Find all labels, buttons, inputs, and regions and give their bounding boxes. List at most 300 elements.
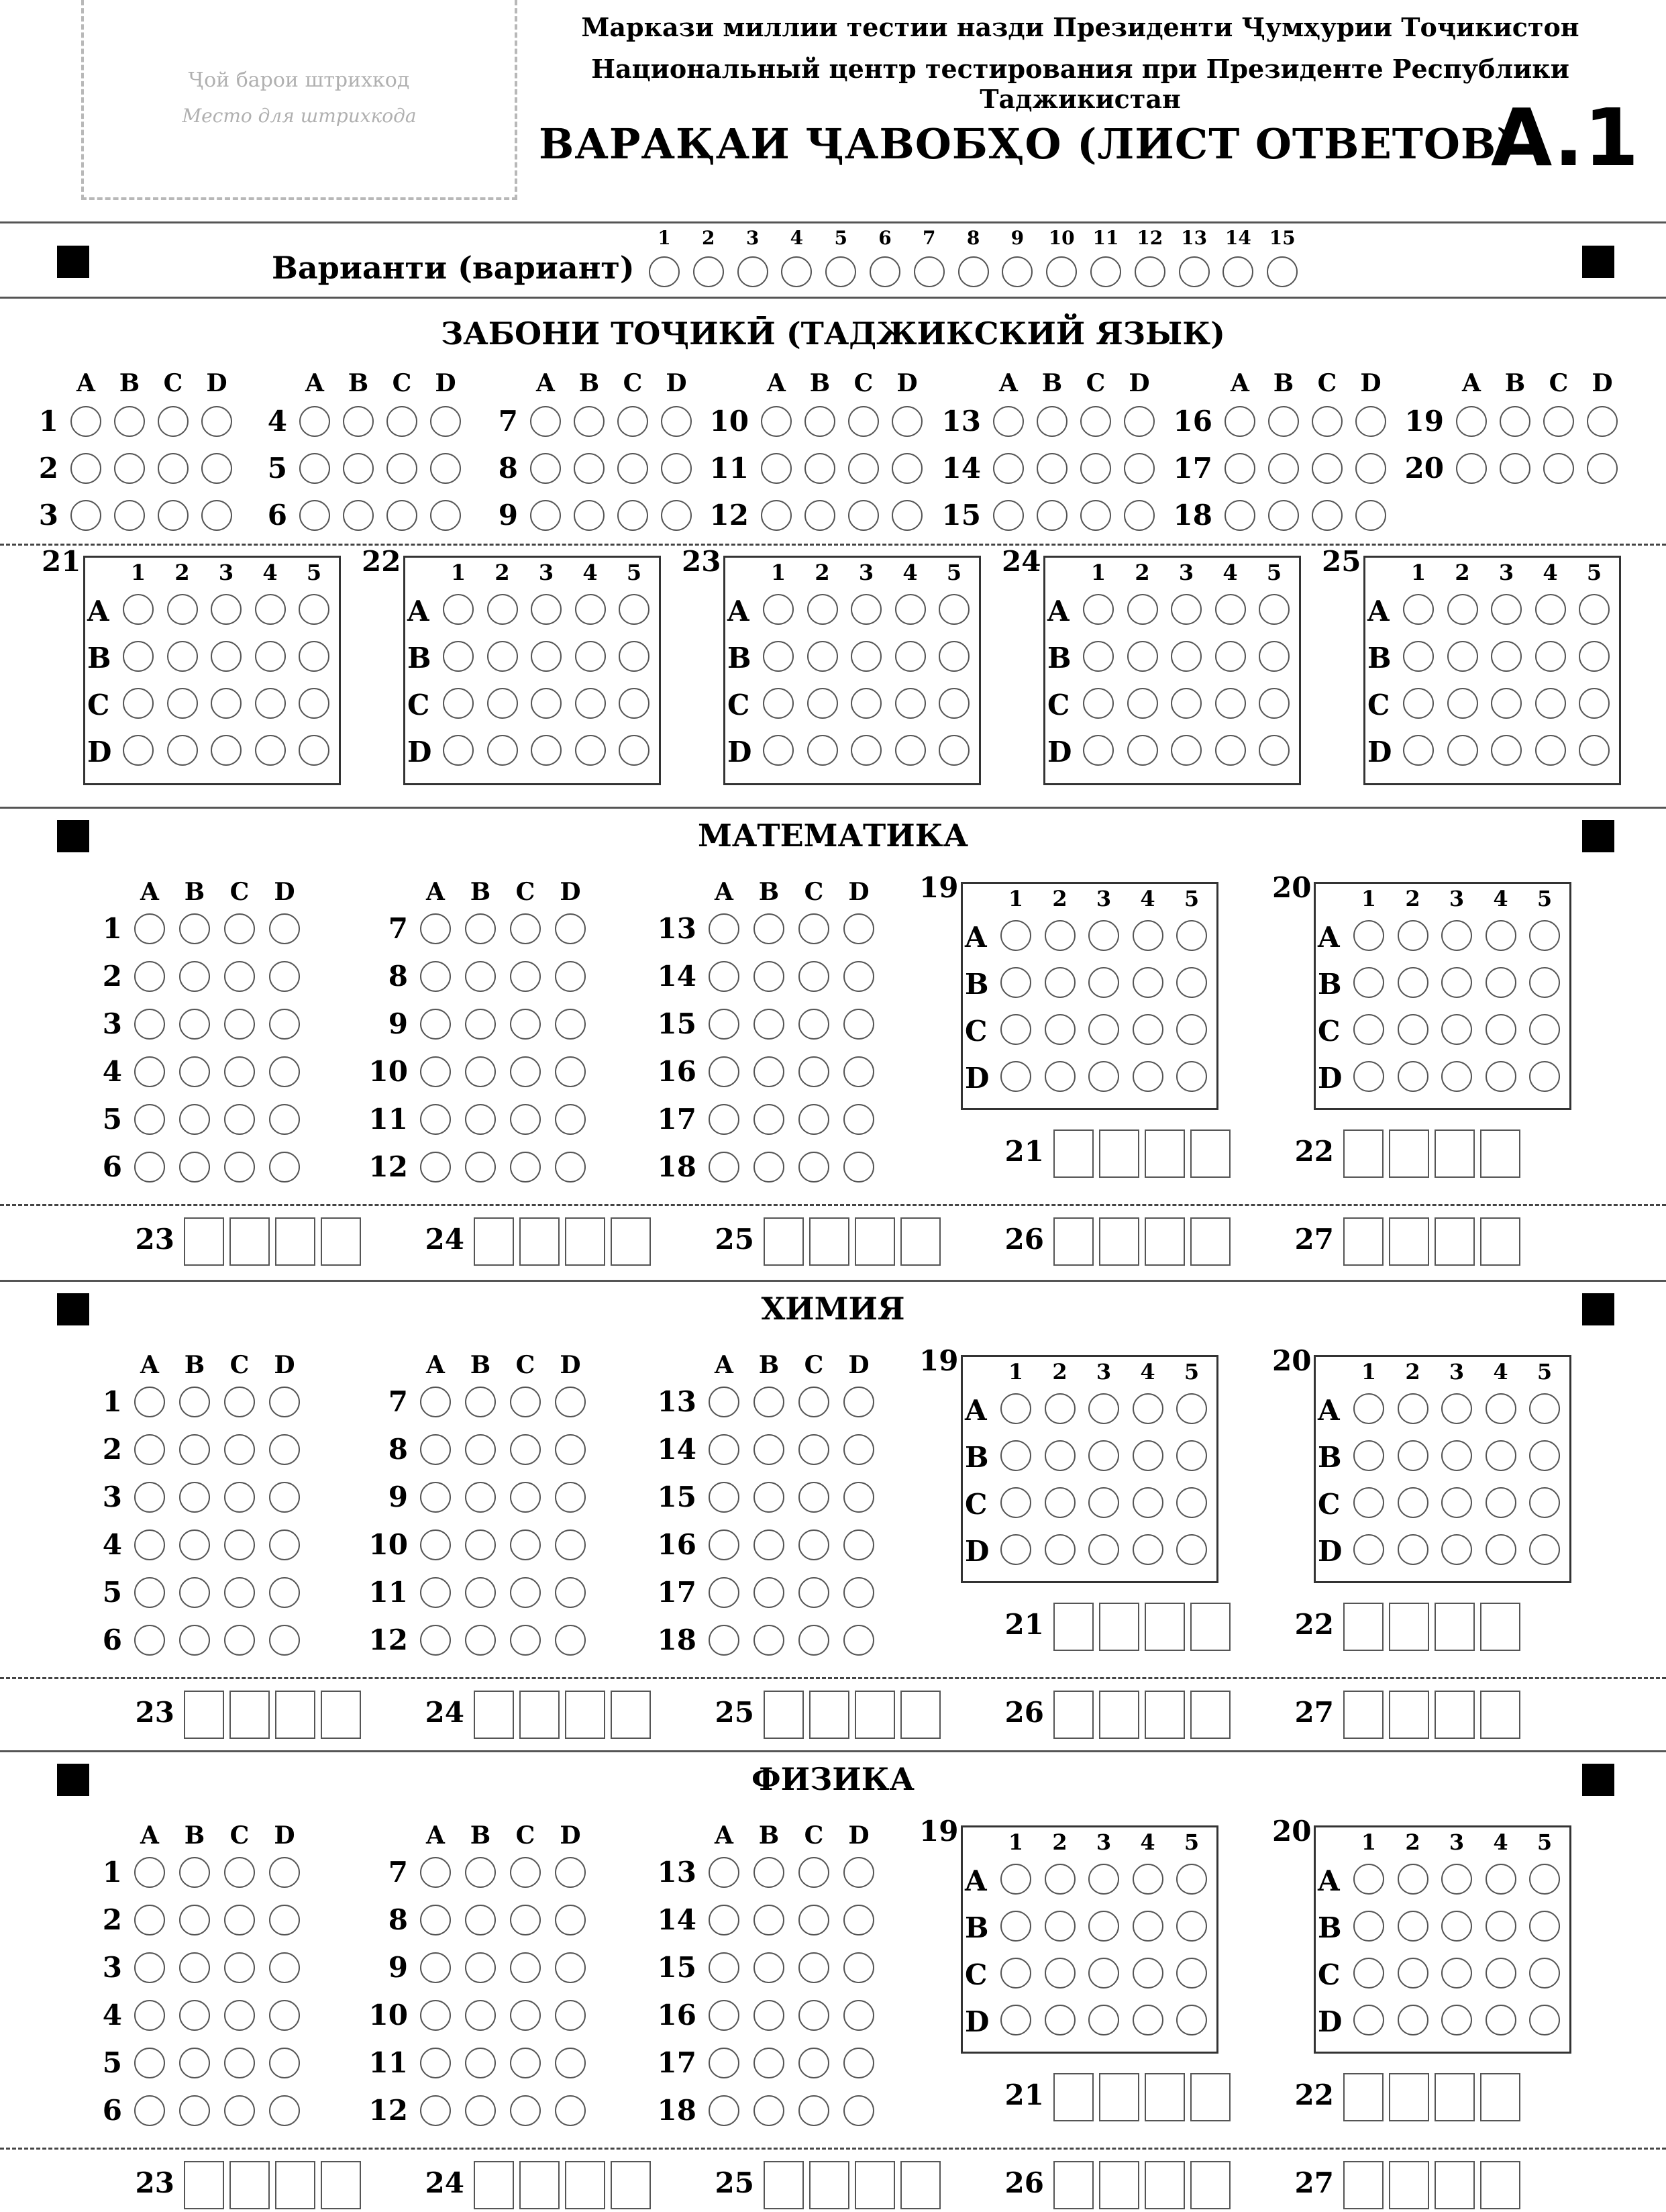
math-short-answer-cell[interactable] <box>1389 1217 1429 1266</box>
math-match-bubble[interactable] <box>1133 1061 1163 1092</box>
math-short-answer-cell[interactable] <box>855 1217 895 1266</box>
phys-match-bubble[interactable] <box>1088 1911 1119 1942</box>
tajik-answer-bubble[interactable] <box>1037 406 1068 437</box>
phys-match-bubble[interactable] <box>1398 1911 1428 1942</box>
math-match-bubble[interactable] <box>1398 1014 1428 1045</box>
phys-match-bubble[interactable] <box>1529 2005 1560 2035</box>
math-answer-bubble[interactable] <box>555 961 586 992</box>
tajik-match-bubble[interactable] <box>167 735 198 766</box>
phys-answer-bubble[interactable] <box>709 1952 739 1983</box>
tajik-answer-bubble[interactable] <box>386 453 417 484</box>
chem-match-bubble[interactable] <box>1000 1440 1031 1471</box>
phys-match-bubble[interactable] <box>1088 1958 1119 1989</box>
chem-answer-bubble[interactable] <box>179 1625 210 1656</box>
math-match-bubble[interactable] <box>1353 1014 1384 1045</box>
phys-answer-bubble[interactable] <box>843 2095 874 2126</box>
chem-match-bubble[interactable] <box>1353 1440 1384 1471</box>
math-short-answer-cell[interactable] <box>1190 1217 1231 1266</box>
chem-short-answer-cell[interactable] <box>611 1691 651 1739</box>
tajik-answer-bubble[interactable] <box>993 453 1024 484</box>
tajik-match-bubble[interactable] <box>1083 594 1114 625</box>
math-answer-bubble[interactable] <box>753 1056 784 1087</box>
math-answer-bubble[interactable] <box>843 1104 874 1135</box>
phys-match-bubble[interactable] <box>1045 2005 1076 2035</box>
math-answer-bubble[interactable] <box>179 913 210 944</box>
tajik-answer-bubble[interactable] <box>1037 500 1068 531</box>
variant-bubble[interactable] <box>1267 256 1298 287</box>
variant-bubble[interactable] <box>1046 256 1077 287</box>
math-match-bubble[interactable] <box>1176 967 1207 998</box>
phys-answer-bubble[interactable] <box>179 1952 210 1983</box>
tajik-answer-bubble[interactable] <box>661 406 692 437</box>
math-answer-bubble[interactable] <box>798 1056 829 1087</box>
tajik-match-bubble[interactable] <box>1403 641 1434 672</box>
chem-answer-bubble[interactable] <box>555 1625 586 1656</box>
tajik-match-bubble[interactable] <box>763 688 794 719</box>
chem-answer-bubble[interactable] <box>555 1482 586 1513</box>
tajik-match-bubble[interactable] <box>1083 641 1114 672</box>
math-answer-bubble[interactable] <box>420 1009 451 1040</box>
chem-answer-bubble[interactable] <box>134 1387 165 1417</box>
math-short-answer-cell[interactable] <box>321 1217 361 1266</box>
phys-answer-bubble[interactable] <box>510 2000 541 2031</box>
phys-answer-bubble[interactable] <box>753 2048 784 2078</box>
chem-answer-bubble[interactable] <box>753 1625 784 1656</box>
chem-answer-bubble[interactable] <box>134 1529 165 1560</box>
phys-short-answer-cell[interactable] <box>1099 2161 1139 2209</box>
tajik-answer-bubble[interactable] <box>1587 406 1618 437</box>
tajik-match-bubble[interactable] <box>211 688 242 719</box>
chem-answer-bubble[interactable] <box>465 1482 496 1513</box>
phys-match-bubble[interactable] <box>1045 1864 1076 1895</box>
chem-answer-bubble[interactable] <box>269 1529 300 1560</box>
tajik-answer-bubble[interactable] <box>1456 453 1487 484</box>
chem-answer-bubble[interactable] <box>179 1577 210 1608</box>
phys-short-answer-cell[interactable] <box>1343 2161 1384 2209</box>
chem-answer-bubble[interactable] <box>843 1577 874 1608</box>
phys-answer-bubble[interactable] <box>465 1952 496 1983</box>
tajik-match-bubble[interactable] <box>763 735 794 766</box>
math-match-bubble[interactable] <box>1529 967 1560 998</box>
chem-answer-bubble[interactable] <box>753 1529 784 1560</box>
math-answer-bubble[interactable] <box>555 1009 586 1040</box>
tajik-answer-bubble[interactable] <box>1225 406 1255 437</box>
math-answer-bubble[interactable] <box>709 1009 739 1040</box>
tajik-answer-bubble[interactable] <box>661 500 692 531</box>
phys-match-bubble[interactable] <box>1176 2005 1207 2035</box>
tajik-answer-bubble[interactable] <box>70 453 101 484</box>
tajik-answer-bubble[interactable] <box>1500 406 1530 437</box>
chem-answer-bubble[interactable] <box>420 1625 451 1656</box>
phys-answer-bubble[interactable] <box>134 1952 165 1983</box>
tajik-answer-bubble[interactable] <box>1543 406 1574 437</box>
phys-answer-bubble[interactable] <box>555 1857 586 1888</box>
tajik-match-bubble[interactable] <box>167 688 198 719</box>
chem-match-bubble[interactable] <box>1088 1393 1119 1424</box>
variant-bubble[interactable] <box>1135 256 1165 287</box>
tajik-match-bubble[interactable] <box>1215 735 1246 766</box>
tajik-match-bubble[interactable] <box>1447 688 1478 719</box>
tajik-answer-bubble[interactable] <box>343 453 374 484</box>
phys-answer-bubble[interactable] <box>420 1905 451 1936</box>
tajik-answer-bubble[interactable] <box>1456 406 1487 437</box>
tajik-match-bubble[interactable] <box>123 594 154 625</box>
chem-answer-bubble[interactable] <box>555 1577 586 1608</box>
phys-answer-bubble[interactable] <box>798 2000 829 2031</box>
tajik-match-bubble[interactable] <box>939 594 970 625</box>
chem-match-bubble[interactable] <box>1000 1534 1031 1565</box>
phys-match-bubble[interactable] <box>1176 1911 1207 1942</box>
tajik-match-bubble[interactable] <box>531 688 562 719</box>
tajik-match-bubble[interactable] <box>1447 641 1478 672</box>
chem-answer-bubble[interactable] <box>843 1625 874 1656</box>
math-answer-bubble[interactable] <box>179 1152 210 1183</box>
tajik-match-bubble[interactable] <box>1127 735 1158 766</box>
math-answer-bubble[interactable] <box>510 961 541 992</box>
tajik-answer-bubble[interactable] <box>804 453 835 484</box>
math-short-answer-cell[interactable] <box>1343 1217 1384 1266</box>
math-answer-bubble[interactable] <box>798 1152 829 1183</box>
math-match-bubble[interactable] <box>1133 1014 1163 1045</box>
math-short-answer-cell[interactable] <box>1190 1129 1231 1178</box>
chem-answer-bubble[interactable] <box>510 1387 541 1417</box>
math-short-answer-cell[interactable] <box>275 1217 315 1266</box>
phys-answer-bubble[interactable] <box>179 2095 210 2126</box>
phys-answer-bubble[interactable] <box>224 2000 255 2031</box>
tajik-match-bubble[interactable] <box>939 735 970 766</box>
tajik-match-bubble[interactable] <box>167 641 198 672</box>
chem-short-answer-cell[interactable] <box>764 1691 804 1739</box>
chem-match-bubble[interactable] <box>1441 1440 1472 1471</box>
chem-short-answer-cell[interactable] <box>1480 1603 1520 1651</box>
math-match-bubble[interactable] <box>1486 967 1516 998</box>
phys-short-answer-cell[interactable] <box>1435 2073 1475 2121</box>
phys-match-bubble[interactable] <box>1133 1911 1163 1942</box>
tajik-answer-bubble[interactable] <box>1587 453 1618 484</box>
chem-answer-bubble[interactable] <box>224 1482 255 1513</box>
math-match-bubble[interactable] <box>1529 1014 1560 1045</box>
tajik-match-bubble[interactable] <box>1491 735 1522 766</box>
chem-short-answer-cell[interactable] <box>1190 1603 1231 1651</box>
chem-answer-bubble[interactable] <box>798 1482 829 1513</box>
chem-match-bubble[interactable] <box>1088 1487 1119 1518</box>
phys-match-bubble[interactable] <box>1088 1864 1119 1895</box>
variant-bubble[interactable] <box>1222 256 1253 287</box>
tajik-match-bubble[interactable] <box>211 641 242 672</box>
chem-answer-bubble[interactable] <box>510 1625 541 1656</box>
math-answer-bubble[interactable] <box>843 1009 874 1040</box>
tajik-answer-bubble[interactable] <box>661 453 692 484</box>
math-answer-bubble[interactable] <box>465 1152 496 1183</box>
tajik-match-bubble[interactable] <box>1171 735 1202 766</box>
tajik-answer-bubble[interactable] <box>1268 453 1299 484</box>
chem-answer-bubble[interactable] <box>179 1529 210 1560</box>
tajik-match-bubble[interactable] <box>1535 735 1566 766</box>
math-answer-bubble[interactable] <box>843 1152 874 1183</box>
tajik-answer-bubble[interactable] <box>1124 406 1155 437</box>
tajik-match-bubble[interactable] <box>1259 688 1290 719</box>
chem-short-answer-cell[interactable] <box>1389 1603 1429 1651</box>
chem-answer-bubble[interactable] <box>843 1482 874 1513</box>
tajik-answer-bubble[interactable] <box>1225 500 1255 531</box>
variant-bubble[interactable] <box>1002 256 1033 287</box>
math-answer-bubble[interactable] <box>753 1009 784 1040</box>
chem-short-answer-cell[interactable] <box>1343 1603 1384 1651</box>
math-match-bubble[interactable] <box>1088 967 1119 998</box>
math-answer-bubble[interactable] <box>179 961 210 992</box>
chem-short-answer-cell[interactable] <box>1435 1691 1475 1739</box>
math-match-bubble[interactable] <box>1045 1014 1076 1045</box>
tajik-answer-bubble[interactable] <box>530 500 561 531</box>
phys-answer-bubble[interactable] <box>465 2095 496 2126</box>
math-answer-bubble[interactable] <box>224 961 255 992</box>
math-match-bubble[interactable] <box>1088 1014 1119 1045</box>
tajik-answer-bubble[interactable] <box>1124 453 1155 484</box>
phys-answer-bubble[interactable] <box>510 1952 541 1983</box>
chem-match-bubble[interactable] <box>1176 1440 1207 1471</box>
tajik-match-bubble[interactable] <box>443 735 474 766</box>
phys-match-bubble[interactable] <box>1398 2005 1428 2035</box>
phys-match-bubble[interactable] <box>1353 1911 1384 1942</box>
tajik-answer-bubble[interactable] <box>761 453 792 484</box>
tajik-match-bubble[interactable] <box>1579 735 1610 766</box>
math-answer-bubble[interactable] <box>510 1152 541 1183</box>
chem-short-answer-cell[interactable] <box>565 1691 605 1739</box>
phys-answer-bubble[interactable] <box>709 2048 739 2078</box>
phys-answer-bubble[interactable] <box>843 1905 874 1936</box>
variant-bubble[interactable] <box>781 256 812 287</box>
phys-answer-bubble[interactable] <box>753 2000 784 2031</box>
chem-short-answer-cell[interactable] <box>1099 1603 1139 1651</box>
tajik-answer-bubble[interactable] <box>530 406 561 437</box>
tajik-match-bubble[interactable] <box>939 641 970 672</box>
tajik-answer-bubble[interactable] <box>430 406 461 437</box>
phys-answer-bubble[interactable] <box>465 2048 496 2078</box>
chem-answer-bubble[interactable] <box>843 1529 874 1560</box>
phys-short-answer-cell[interactable] <box>184 2161 224 2209</box>
chem-short-answer-cell[interactable] <box>1435 1603 1475 1651</box>
math-answer-bubble[interactable] <box>798 913 829 944</box>
chem-match-bubble[interactable] <box>1529 1534 1560 1565</box>
math-answer-bubble[interactable] <box>224 1152 255 1183</box>
variant-bubble[interactable] <box>649 256 680 287</box>
math-match-bubble[interactable] <box>1398 967 1428 998</box>
phys-answer-bubble[interactable] <box>709 1857 739 1888</box>
chem-answer-bubble[interactable] <box>555 1387 586 1417</box>
phys-match-bubble[interactable] <box>1088 2005 1119 2035</box>
math-match-bubble[interactable] <box>1353 920 1384 951</box>
tajik-match-bubble[interactable] <box>487 688 518 719</box>
math-match-bubble[interactable] <box>1000 920 1031 951</box>
chem-match-bubble[interactable] <box>1529 1487 1560 1518</box>
phys-match-bubble[interactable] <box>1529 1958 1560 1989</box>
chem-short-answer-cell[interactable] <box>1145 1603 1185 1651</box>
math-answer-bubble[interactable] <box>709 1152 739 1183</box>
phys-match-bubble[interactable] <box>1441 1864 1472 1895</box>
tajik-match-bubble[interactable] <box>255 735 286 766</box>
phys-short-answer-cell[interactable] <box>1145 2073 1185 2121</box>
tajik-match-bubble[interactable] <box>255 594 286 625</box>
phys-answer-bubble[interactable] <box>555 2095 586 2126</box>
tajik-match-bubble[interactable] <box>619 688 649 719</box>
chem-match-bubble[interactable] <box>1486 1487 1516 1518</box>
chem-match-bubble[interactable] <box>1529 1393 1560 1424</box>
tajik-match-bubble[interactable] <box>939 688 970 719</box>
math-match-bubble[interactable] <box>1353 1061 1384 1092</box>
tajik-match-bubble[interactable] <box>123 688 154 719</box>
phys-answer-bubble[interactable] <box>269 2095 300 2126</box>
chem-short-answer-cell[interactable] <box>321 1691 361 1739</box>
math-answer-bubble[interactable] <box>224 1056 255 1087</box>
tajik-match-bubble[interactable] <box>763 641 794 672</box>
math-answer-bubble[interactable] <box>224 1009 255 1040</box>
math-answer-bubble[interactable] <box>510 1009 541 1040</box>
chem-answer-bubble[interactable] <box>420 1529 451 1560</box>
math-answer-bubble[interactable] <box>420 1152 451 1183</box>
math-match-bubble[interactable] <box>1441 967 1472 998</box>
chem-answer-bubble[interactable] <box>420 1387 451 1417</box>
math-answer-bubble[interactable] <box>269 1152 300 1183</box>
math-match-bubble[interactable] <box>1176 1061 1207 1092</box>
tajik-answer-bubble[interactable] <box>617 500 648 531</box>
chem-answer-bubble[interactable] <box>510 1529 541 1560</box>
tajik-answer-bubble[interactable] <box>386 406 417 437</box>
tajik-answer-bubble[interactable] <box>1355 406 1386 437</box>
math-answer-bubble[interactable] <box>709 1104 739 1135</box>
math-answer-bubble[interactable] <box>465 1104 496 1135</box>
math-short-answer-cell[interactable] <box>1053 1129 1094 1178</box>
tajik-match-bubble[interactable] <box>807 594 838 625</box>
chem-answer-bubble[interactable] <box>269 1434 300 1465</box>
phys-answer-bubble[interactable] <box>753 1905 784 1936</box>
phys-short-answer-cell[interactable] <box>1480 2161 1520 2209</box>
chem-short-answer-cell[interactable] <box>855 1691 895 1739</box>
tajik-answer-bubble[interactable] <box>114 406 145 437</box>
tajik-match-bubble[interactable] <box>807 688 838 719</box>
tajik-match-bubble[interactable] <box>487 594 518 625</box>
chem-answer-bubble[interactable] <box>555 1434 586 1465</box>
tajik-match-bubble[interactable] <box>1579 641 1610 672</box>
math-match-bubble[interactable] <box>1353 967 1384 998</box>
math-answer-bubble[interactable] <box>709 1056 739 1087</box>
math-answer-bubble[interactable] <box>843 1056 874 1087</box>
tajik-match-bubble[interactable] <box>575 641 606 672</box>
tajik-answer-bubble[interactable] <box>1355 453 1386 484</box>
phys-match-bubble[interactable] <box>1133 1958 1163 1989</box>
phys-answer-bubble[interactable] <box>843 2000 874 2031</box>
chem-match-bubble[interactable] <box>1486 1534 1516 1565</box>
tajik-answer-bubble[interactable] <box>892 406 923 437</box>
phys-answer-bubble[interactable] <box>709 1905 739 1936</box>
math-answer-bubble[interactable] <box>465 1009 496 1040</box>
tajik-answer-bubble[interactable] <box>1080 453 1111 484</box>
math-match-bubble[interactable] <box>1045 920 1076 951</box>
chem-match-bubble[interactable] <box>1486 1440 1516 1471</box>
math-match-bubble[interactable] <box>1133 920 1163 951</box>
chem-answer-bubble[interactable] <box>224 1625 255 1656</box>
tajik-answer-bubble[interactable] <box>158 500 189 531</box>
phys-answer-bubble[interactable] <box>420 2048 451 2078</box>
math-answer-bubble[interactable] <box>420 1104 451 1135</box>
math-answer-bubble[interactable] <box>753 1152 784 1183</box>
math-answer-bubble[interactable] <box>420 1056 451 1087</box>
phys-answer-bubble[interactable] <box>269 1952 300 1983</box>
chem-short-answer-cell[interactable] <box>184 1691 224 1739</box>
tajik-match-bubble[interactable] <box>1171 641 1202 672</box>
phys-answer-bubble[interactable] <box>420 2095 451 2126</box>
chem-match-bubble[interactable] <box>1398 1440 1428 1471</box>
phys-short-answer-cell[interactable] <box>611 2161 651 2209</box>
math-match-bubble[interactable] <box>1486 920 1516 951</box>
chem-answer-bubble[interactable] <box>753 1482 784 1513</box>
chem-answer-bubble[interactable] <box>709 1482 739 1513</box>
variant-bubble[interactable] <box>737 256 768 287</box>
tajik-match-bubble[interactable] <box>575 735 606 766</box>
math-answer-bubble[interactable] <box>134 1056 165 1087</box>
tajik-answer-bubble[interactable] <box>1268 406 1299 437</box>
math-short-answer-cell[interactable] <box>1435 1129 1475 1178</box>
math-answer-bubble[interactable] <box>224 1104 255 1135</box>
tajik-match-bubble[interactable] <box>1215 688 1246 719</box>
phys-answer-bubble[interactable] <box>224 1952 255 1983</box>
math-answer-bubble[interactable] <box>709 913 739 944</box>
tajik-answer-bubble[interactable] <box>1312 500 1343 531</box>
chem-answer-bubble[interactable] <box>709 1387 739 1417</box>
phys-answer-bubble[interactable] <box>798 1952 829 1983</box>
tajik-match-bubble[interactable] <box>851 641 882 672</box>
chem-answer-bubble[interactable] <box>269 1625 300 1656</box>
chem-match-bubble[interactable] <box>1529 1440 1560 1471</box>
phys-short-answer-cell[interactable] <box>764 2161 804 2209</box>
phys-short-answer-cell[interactable] <box>1190 2161 1231 2209</box>
chem-answer-bubble[interactable] <box>798 1529 829 1560</box>
tajik-match-bubble[interactable] <box>575 594 606 625</box>
phys-answer-bubble[interactable] <box>709 2095 739 2126</box>
tajik-answer-bubble[interactable] <box>1268 500 1299 531</box>
tajik-match-bubble[interactable] <box>1127 641 1158 672</box>
phys-match-bubble[interactable] <box>1000 1864 1031 1895</box>
tajik-match-bubble[interactable] <box>763 594 794 625</box>
phys-answer-bubble[interactable] <box>843 1952 874 1983</box>
phys-answer-bubble[interactable] <box>134 2000 165 2031</box>
tajik-answer-bubble[interactable] <box>848 453 879 484</box>
tajik-match-bubble[interactable] <box>1491 594 1522 625</box>
chem-match-bubble[interactable] <box>1398 1393 1428 1424</box>
phys-answer-bubble[interactable] <box>510 1857 541 1888</box>
math-short-answer-cell[interactable] <box>229 1217 270 1266</box>
tajik-match-bubble[interactable] <box>299 594 329 625</box>
tajik-match-bubble[interactable] <box>1127 594 1158 625</box>
tajik-match-bubble[interactable] <box>255 688 286 719</box>
tajik-answer-bubble[interactable] <box>343 500 374 531</box>
chem-answer-bubble[interactable] <box>420 1577 451 1608</box>
math-match-bubble[interactable] <box>1398 920 1428 951</box>
chem-match-bubble[interactable] <box>1133 1534 1163 1565</box>
math-match-bubble[interactable] <box>1133 967 1163 998</box>
chem-answer-bubble[interactable] <box>465 1387 496 1417</box>
tajik-answer-bubble[interactable] <box>299 406 330 437</box>
tajik-match-bubble[interactable] <box>1447 735 1478 766</box>
tajik-match-bubble[interactable] <box>299 641 329 672</box>
tajik-answer-bubble[interactable] <box>430 453 461 484</box>
math-short-answer-cell[interactable] <box>611 1217 651 1266</box>
chem-answer-bubble[interactable] <box>420 1434 451 1465</box>
math-short-answer-cell[interactable] <box>1053 1217 1094 1266</box>
math-answer-bubble[interactable] <box>465 913 496 944</box>
phys-answer-bubble[interactable] <box>798 2048 829 2078</box>
math-short-answer-cell[interactable] <box>1343 1129 1384 1178</box>
tajik-match-bubble[interactable] <box>1579 688 1610 719</box>
